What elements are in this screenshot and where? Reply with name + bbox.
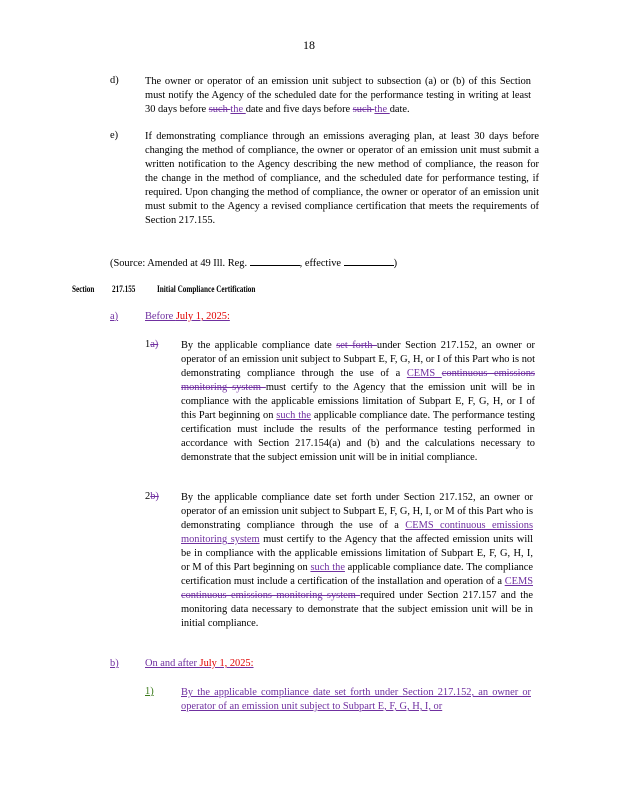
page-number: 18 xyxy=(303,38,315,52)
item-e-label: e) xyxy=(110,130,119,141)
a2-text: By the applicable compliance date set forth under Section 217.152, an owner or operator of an emission unit subject to Subpart E, F, G, H, I, or M of this Part who is demonstrating compliance through the use of a CEMS continuous emissions monitoring system must certify to the Agency that the affected emission units will be in compliance with the applicable emissions limitation of Subpart E, F, G, H, I, or M of this Part beginning on such the applicable compliance date. The compliance certification must include a certification of the installation and operation of a CEMS continuous emissions monitoring system required under Section 217.157 and the monitoring data necessary to demonstrate that the subject emission unit will be in initial compliance. xyxy=(181,492,533,629)
subsection-a-heading: Before July 1, 2025: xyxy=(145,311,230,322)
section-label: Section xyxy=(72,284,95,294)
subsection-b-heading: On and after July 1, 2025: xyxy=(145,658,254,669)
item-d-text: The owner or operator of an emission unit subject to subsection (a) or (b) of this Section must notify the Agency of the scheduled date for the performance testing in writing at least 30 days before such the date and five days before such the date. xyxy=(145,76,531,115)
b1-label: 1) xyxy=(145,686,154,697)
a2-label: 2b) xyxy=(145,491,159,502)
section-number: 217.155 xyxy=(112,284,136,294)
subsection-a-label: a) xyxy=(110,311,119,322)
a1-label: 1a) xyxy=(145,339,159,350)
section-title: Initial Compliance Certification xyxy=(157,284,256,294)
a1-text: By the applicable compliance date set forth under Section 217.152, an owner or operator of an emission unit subject to Subpart E, F, G, H, or I of this Part who is not demonstrating compliance through the use of a CEMS continuous emissions monitoring system must certify to the Agency that the emission unit will be in compliance with the applicable emissions limitation of Subpart E, F, G, H, or I of this Part beginning on such the applicable compliance date. The performance testing certification must include the results of the performance testing performed in accordance with Section 217.154(a) and (b) and the calculations necessary to demonstrate that the subject emission unit will be in initial compliance. xyxy=(181,340,536,463)
b1-text: By the applicable compliance date set forth under Section 217.152, an owner or operator of an emission unit subject to Subpart E, F, G, H, I, or xyxy=(181,687,531,712)
item-e-text: If demonstrating compliance through an emissions averaging plan, at least 30 days before changing the method of compliance, the owner or operator of an emission unit must submit a written notification to the Agency describing the new method of compliance, the reason for the change in the method of compliance, and the scheduled date for performance testing, if required. Upon changing the method of compliance, the owner or operator of an emission unit must submit to the Agency a revised compliance certification that meets the requirements of Section 217.155. xyxy=(145,131,539,226)
source-note: (Source: Amended at 49 Ill. Reg. , effective ) xyxy=(110,258,398,269)
item-d-label: d) xyxy=(110,75,119,86)
subsection-b-label: b) xyxy=(110,658,119,669)
